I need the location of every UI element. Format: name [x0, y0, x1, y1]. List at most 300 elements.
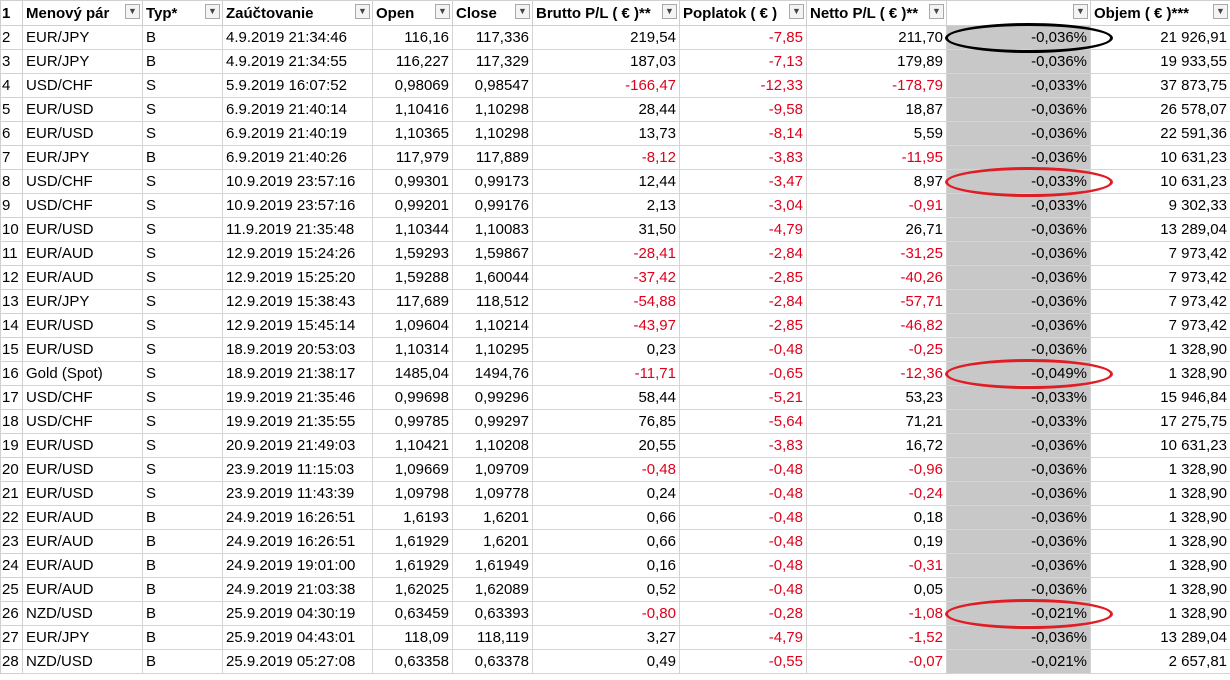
- cell-netto[interactable]: -0,24: [807, 482, 947, 506]
- cell-date[interactable]: 24.9.2019 19:01:00: [223, 554, 373, 578]
- cell-volume[interactable]: 10 631,23: [1091, 170, 1230, 194]
- cell-type[interactable]: B: [143, 578, 223, 602]
- cell-netto[interactable]: 0,19: [807, 530, 947, 554]
- cell-fee[interactable]: -4,79: [680, 218, 807, 242]
- cell-date[interactable]: 19.9.2019 21:35:55: [223, 410, 373, 434]
- cell-fee[interactable]: -0,48: [680, 458, 807, 482]
- cell-close[interactable]: 1,10214: [453, 314, 533, 338]
- cell-volume[interactable]: 10 631,23: [1091, 434, 1230, 458]
- cell-netto[interactable]: -0,91: [807, 194, 947, 218]
- cell-open[interactable]: 1,61929: [373, 530, 453, 554]
- column-header-brutto[interactable]: [533, 1, 680, 26]
- cell-open[interactable]: 1,59288: [373, 266, 453, 290]
- cell-close[interactable]: 1494,76: [453, 362, 533, 386]
- cell-type[interactable]: B: [143, 146, 223, 170]
- cell-type[interactable]: B: [143, 26, 223, 50]
- cell-type[interactable]: S: [143, 74, 223, 98]
- cell-brutto[interactable]: 0,66: [533, 506, 680, 530]
- cell-brutto[interactable]: -43,97: [533, 314, 680, 338]
- cell-type[interactable]: S: [143, 266, 223, 290]
- cell-volume[interactable]: 1 328,90: [1091, 482, 1230, 506]
- cell-fee[interactable]: -5,64: [680, 410, 807, 434]
- column-header-poplatok[interactable]: [680, 1, 807, 26]
- cell-pair[interactable]: USD/CHF: [23, 194, 143, 218]
- cell-percent[interactable]: -0,036%: [947, 554, 1091, 578]
- cell-brutto[interactable]: -166,47: [533, 74, 680, 98]
- column-header-zauctovanie[interactable]: [223, 1, 373, 26]
- cell-close[interactable]: 0,99297: [453, 410, 533, 434]
- row-number: 3: [1, 50, 23, 74]
- cell-type[interactable]: S: [143, 458, 223, 482]
- cell-date[interactable]: 20.9.2019 21:49:03: [223, 434, 373, 458]
- cell-percent[interactable]: -0,049%: [947, 362, 1091, 386]
- table-row: [1, 554, 1230, 578]
- cell-pair[interactable]: Gold (Spot): [23, 362, 143, 386]
- cell-open[interactable]: 0,63459: [373, 602, 453, 626]
- cell-date[interactable]: 23.9.2019 11:43:39: [223, 482, 373, 506]
- cell-type[interactable]: S: [143, 242, 223, 266]
- cell-date[interactable]: 12.9.2019 15:38:43: [223, 290, 373, 314]
- cell-netto[interactable]: -12,36: [807, 362, 947, 386]
- cell-netto[interactable]: 8,97: [807, 170, 947, 194]
- cell-type[interactable]: S: [143, 362, 223, 386]
- cell-fee[interactable]: -7,85: [680, 26, 807, 50]
- cell-volume[interactable]: 13 289,04: [1091, 626, 1230, 650]
- cell-open[interactable]: 0,99785: [373, 410, 453, 434]
- cell-type[interactable]: S: [143, 218, 223, 242]
- cell-pair[interactable]: EUR/USD: [23, 122, 143, 146]
- cell-pair[interactable]: USD/CHF: [23, 410, 143, 434]
- cell-netto[interactable]: 53,23: [807, 386, 947, 410]
- cell-type[interactable]: B: [143, 602, 223, 626]
- cell-type[interactable]: B: [143, 530, 223, 554]
- cell-brutto[interactable]: -8,12: [533, 146, 680, 170]
- cell-fee[interactable]: -0,48: [680, 554, 807, 578]
- column-header-objem[interactable]: [1091, 1, 1230, 26]
- cell-close[interactable]: 0,99296: [453, 386, 533, 410]
- cell-open[interactable]: 0,99201: [373, 194, 453, 218]
- cell-fee[interactable]: -8,14: [680, 122, 807, 146]
- cell-open[interactable]: 1,10314: [373, 338, 453, 362]
- cell-pair[interactable]: USD/CHF: [23, 74, 143, 98]
- cell-close[interactable]: 1,59867: [453, 242, 533, 266]
- cell-close[interactable]: 117,889: [453, 146, 533, 170]
- cell-pair[interactable]: EUR/JPY: [23, 290, 143, 314]
- cell-netto[interactable]: 16,72: [807, 434, 947, 458]
- cell-date[interactable]: 18.9.2019 21:38:17: [223, 362, 373, 386]
- column-header-netto[interactable]: [807, 1, 947, 26]
- cell-open[interactable]: 1,61929: [373, 554, 453, 578]
- cell-pair[interactable]: EUR/JPY: [23, 26, 143, 50]
- cell-open[interactable]: 1485,04: [373, 362, 453, 386]
- cell-open[interactable]: 1,62025: [373, 578, 453, 602]
- cell-date[interactable]: 10.9.2019 23:57:16: [223, 170, 373, 194]
- cell-pair[interactable]: EUR/USD: [23, 314, 143, 338]
- table-row: [1, 98, 1230, 122]
- cell-percent[interactable]: -0,036%: [947, 506, 1091, 530]
- cell-brutto[interactable]: 0,23: [533, 338, 680, 362]
- cell-fee[interactable]: -2,84: [680, 290, 807, 314]
- cell-fee[interactable]: -9,58: [680, 98, 807, 122]
- cell-date[interactable]: 4.9.2019 21:34:55: [223, 50, 373, 74]
- cell-volume[interactable]: 7 973,42: [1091, 266, 1230, 290]
- cell-percent[interactable]: -0,033%: [947, 194, 1091, 218]
- cell-volume[interactable]: 1 328,90: [1091, 362, 1230, 386]
- cell-fee[interactable]: -0,65: [680, 362, 807, 386]
- cell-close[interactable]: 1,09778: [453, 482, 533, 506]
- cell-close[interactable]: 1,61949: [453, 554, 533, 578]
- cell-open[interactable]: 1,09798: [373, 482, 453, 506]
- cell-pair[interactable]: EUR/AUD: [23, 578, 143, 602]
- table-row: [1, 266, 1230, 290]
- cell-pair[interactable]: EUR/USD: [23, 434, 143, 458]
- cell-close[interactable]: 1,60044: [453, 266, 533, 290]
- cell-netto[interactable]: -0,96: [807, 458, 947, 482]
- column-header-typ[interactable]: [143, 1, 223, 26]
- cell-volume[interactable]: 15 946,84: [1091, 386, 1230, 410]
- table-row: [1, 146, 1230, 170]
- cell-volume[interactable]: 1 328,90: [1091, 530, 1230, 554]
- cell-fee[interactable]: -3,83: [680, 434, 807, 458]
- cell-type[interactable]: S: [143, 386, 223, 410]
- column-header-open[interactable]: [373, 1, 453, 26]
- cell-pair[interactable]: EUR/USD: [23, 218, 143, 242]
- cell-pair[interactable]: NZD/USD: [23, 602, 143, 626]
- cell-volume[interactable]: 17 275,75: [1091, 410, 1230, 434]
- cell-percent[interactable]: -0,033%: [947, 170, 1091, 194]
- cell-percent[interactable]: -0,036%: [947, 266, 1091, 290]
- cell-date[interactable]: 12.9.2019 15:45:14: [223, 314, 373, 338]
- cell-netto[interactable]: 211,70: [807, 26, 947, 50]
- cell-type[interactable]: S: [143, 434, 223, 458]
- cell-close[interactable]: 1,10298: [453, 98, 533, 122]
- column-header-close[interactable]: [453, 1, 533, 26]
- cell-volume[interactable]: 22 591,36: [1091, 122, 1230, 146]
- cell-volume[interactable]: 7 973,42: [1091, 242, 1230, 266]
- cell-fee[interactable]: -2,84: [680, 242, 807, 266]
- cell-volume[interactable]: 19 933,55: [1091, 50, 1230, 74]
- cell-fee[interactable]: -0,48: [680, 578, 807, 602]
- cell-date[interactable]: 23.9.2019 11:15:03: [223, 458, 373, 482]
- cell-fee[interactable]: -5,21: [680, 386, 807, 410]
- chevron-down-icon[interactable]: ▼: [789, 4, 804, 19]
- cell-brutto[interactable]: 0,49: [533, 650, 680, 674]
- cell-fee[interactable]: -3,47: [680, 170, 807, 194]
- cell-brutto[interactable]: -28,41: [533, 242, 680, 266]
- row-number: 2: [1, 26, 23, 50]
- chevron-down-icon[interactable]: ▼: [1073, 4, 1088, 19]
- cell-percent[interactable]: -0,036%: [947, 122, 1091, 146]
- cell-fee[interactable]: -0,48: [680, 530, 807, 554]
- cell-netto[interactable]: -0,25: [807, 338, 947, 362]
- row-number: 27: [1, 626, 23, 650]
- cell-volume[interactable]: 1 328,90: [1091, 578, 1230, 602]
- cell-pair[interactable]: EUR/USD: [23, 458, 143, 482]
- cell-date[interactable]: 25.9.2019 05:27:08: [223, 650, 373, 674]
- cell-type[interactable]: B: [143, 554, 223, 578]
- cell-fee[interactable]: -0,55: [680, 650, 807, 674]
- cell-netto[interactable]: -0,07: [807, 650, 947, 674]
- cell-open[interactable]: 1,10365: [373, 122, 453, 146]
- cell-volume[interactable]: 9 302,33: [1091, 194, 1230, 218]
- cell-pair[interactable]: EUR/AUD: [23, 506, 143, 530]
- cell-fee[interactable]: -0,48: [680, 506, 807, 530]
- cell-volume[interactable]: 1 328,90: [1091, 506, 1230, 530]
- cell-pair[interactable]: EUR/JPY: [23, 626, 143, 650]
- cell-pair[interactable]: EUR/AUD: [23, 530, 143, 554]
- cell-date[interactable]: 12.9.2019 15:24:26: [223, 242, 373, 266]
- cell-volume[interactable]: 7 973,42: [1091, 314, 1230, 338]
- cell-brutto[interactable]: 28,44: [533, 98, 680, 122]
- cell-netto[interactable]: -0,31: [807, 554, 947, 578]
- cell-volume[interactable]: 1 328,90: [1091, 554, 1230, 578]
- cell-brutto[interactable]: -11,71: [533, 362, 680, 386]
- cell-open[interactable]: 1,10416: [373, 98, 453, 122]
- cell-netto[interactable]: 0,18: [807, 506, 947, 530]
- cell-close[interactable]: 117,336: [453, 26, 533, 50]
- chevron-down-icon[interactable]: ▼: [1213, 4, 1228, 19]
- cell-brutto[interactable]: 3,27: [533, 626, 680, 650]
- cell-netto[interactable]: -1,52: [807, 626, 947, 650]
- cell-type[interactable]: S: [143, 410, 223, 434]
- chevron-down-icon[interactable]: ▼: [355, 4, 370, 19]
- cell-netto[interactable]: -31,25: [807, 242, 947, 266]
- cell-date[interactable]: 25.9.2019 04:30:19: [223, 602, 373, 626]
- cell-date[interactable]: 24.9.2019 16:26:51: [223, 506, 373, 530]
- cell-percent[interactable]: -0,036%: [947, 458, 1091, 482]
- cell-volume[interactable]: 26 578,07: [1091, 98, 1230, 122]
- cell-fee[interactable]: -3,83: [680, 146, 807, 170]
- cell-pair[interactable]: EUR/AUD: [23, 242, 143, 266]
- cell-volume[interactable]: 7 973,42: [1091, 290, 1230, 314]
- cell-volume[interactable]: 21 926,91: [1091, 26, 1230, 50]
- chevron-down-icon[interactable]: ▼: [662, 4, 677, 19]
- cell-percent[interactable]: -0,036%: [947, 98, 1091, 122]
- cell-fee[interactable]: -0,48: [680, 482, 807, 506]
- cell-percent[interactable]: -0,036%: [947, 146, 1091, 170]
- cell-percent[interactable]: -0,036%: [947, 338, 1091, 362]
- cell-open[interactable]: 0,63358: [373, 650, 453, 674]
- cell-open[interactable]: 1,09604: [373, 314, 453, 338]
- cell-type[interactable]: S: [143, 482, 223, 506]
- cell-brutto[interactable]: 20,55: [533, 434, 680, 458]
- cell-open[interactable]: 118,09: [373, 626, 453, 650]
- cell-close[interactable]: 0,99176: [453, 194, 533, 218]
- cell-brutto[interactable]: -54,88: [533, 290, 680, 314]
- cell-pair[interactable]: EUR/USD: [23, 98, 143, 122]
- cell-brutto[interactable]: 0,24: [533, 482, 680, 506]
- cell-netto[interactable]: 179,89: [807, 50, 947, 74]
- cell-close[interactable]: 117,329: [453, 50, 533, 74]
- cell-volume[interactable]: 13 289,04: [1091, 218, 1230, 242]
- cell-fee[interactable]: -2,85: [680, 266, 807, 290]
- cell-pair[interactable]: NZD/USD: [23, 650, 143, 674]
- cell-pair[interactable]: USD/CHF: [23, 170, 143, 194]
- column-header-percent[interactable]: [947, 1, 1091, 26]
- cell-brutto[interactable]: 2,13: [533, 194, 680, 218]
- cell-date[interactable]: 6.9.2019 21:40:26: [223, 146, 373, 170]
- cell-close[interactable]: 1,10208: [453, 434, 533, 458]
- chevron-down-icon[interactable]: ▼: [125, 4, 140, 19]
- table-row: [1, 602, 1230, 626]
- cell-open[interactable]: 116,227: [373, 50, 453, 74]
- cell-netto[interactable]: -11,95: [807, 146, 947, 170]
- cell-date[interactable]: 6.9.2019 21:40:19: [223, 122, 373, 146]
- cell-volume[interactable]: 1 328,90: [1091, 602, 1230, 626]
- cell-date[interactable]: 5.9.2019 16:07:52: [223, 74, 373, 98]
- cell-percent[interactable]: -0,036%: [947, 26, 1091, 50]
- cell-date[interactable]: 24.9.2019 16:26:51: [223, 530, 373, 554]
- cell-fee[interactable]: -7,13: [680, 50, 807, 74]
- cell-netto[interactable]: -178,79: [807, 74, 947, 98]
- cell-netto[interactable]: -40,26: [807, 266, 947, 290]
- cell-netto[interactable]: 0,05: [807, 578, 947, 602]
- cell-percent[interactable]: -0,036%: [947, 530, 1091, 554]
- cell-percent[interactable]: -0,021%: [947, 650, 1091, 674]
- cell-type[interactable]: B: [143, 650, 223, 674]
- cell-percent[interactable]: -0,036%: [947, 314, 1091, 338]
- cell-pair[interactable]: EUR/USD: [23, 338, 143, 362]
- cell-pair[interactable]: USD/CHF: [23, 386, 143, 410]
- cell-open[interactable]: 0,99698: [373, 386, 453, 410]
- cell-volume[interactable]: 37 873,75: [1091, 74, 1230, 98]
- cell-brutto[interactable]: -0,80: [533, 602, 680, 626]
- chevron-down-icon[interactable]: ▼: [205, 4, 220, 19]
- cell-volume[interactable]: 1 328,90: [1091, 338, 1230, 362]
- cell-netto[interactable]: -46,82: [807, 314, 947, 338]
- cell-open[interactable]: 117,979: [373, 146, 453, 170]
- cell-close[interactable]: 1,09709: [453, 458, 533, 482]
- cell-netto[interactable]: 18,87: [807, 98, 947, 122]
- cell-percent[interactable]: -0,036%: [947, 290, 1091, 314]
- cell-close[interactable]: 1,6201: [453, 530, 533, 554]
- cell-percent[interactable]: -0,036%: [947, 242, 1091, 266]
- cell-percent[interactable]: -0,033%: [947, 386, 1091, 410]
- cell-fee[interactable]: -0,28: [680, 602, 807, 626]
- cell-fee[interactable]: -0,48: [680, 338, 807, 362]
- cell-netto[interactable]: 26,71: [807, 218, 947, 242]
- cell-type[interactable]: S: [143, 290, 223, 314]
- cell-pair[interactable]: EUR/JPY: [23, 50, 143, 74]
- cell-date[interactable]: 19.9.2019 21:35:46: [223, 386, 373, 410]
- cell-pair[interactable]: EUR/JPY: [23, 146, 143, 170]
- cell-fee[interactable]: -12,33: [680, 74, 807, 98]
- cell-percent[interactable]: -0,036%: [947, 218, 1091, 242]
- cell-close[interactable]: 1,10083: [453, 218, 533, 242]
- table-row: [1, 410, 1230, 434]
- cell-pair[interactable]: EUR/AUD: [23, 554, 143, 578]
- cell-open[interactable]: 1,10421: [373, 434, 453, 458]
- cell-percent[interactable]: -0,021%: [947, 602, 1091, 626]
- cell-close[interactable]: 118,119: [453, 626, 533, 650]
- table-row: [1, 74, 1230, 98]
- cell-netto[interactable]: 71,21: [807, 410, 947, 434]
- cell-percent[interactable]: -0,036%: [947, 626, 1091, 650]
- cell-close[interactable]: 1,10298: [453, 122, 533, 146]
- cell-close[interactable]: 118,512: [453, 290, 533, 314]
- cell-percent[interactable]: -0,036%: [947, 578, 1091, 602]
- cell-close[interactable]: 1,62089: [453, 578, 533, 602]
- cell-volume[interactable]: 10 631,23: [1091, 146, 1230, 170]
- chevron-down-icon[interactable]: ▼: [435, 4, 450, 19]
- cell-brutto[interactable]: 0,52: [533, 578, 680, 602]
- cell-type[interactable]: S: [143, 338, 223, 362]
- cell-brutto[interactable]: 0,16: [533, 554, 680, 578]
- cell-pair[interactable]: EUR/USD: [23, 482, 143, 506]
- cell-percent[interactable]: -0,036%: [947, 50, 1091, 74]
- cell-open[interactable]: 0,98069: [373, 74, 453, 98]
- cell-date[interactable]: 11.9.2019 21:35:48: [223, 218, 373, 242]
- cell-open[interactable]: 0,99301: [373, 170, 453, 194]
- cell-fee[interactable]: -4,79: [680, 626, 807, 650]
- cell-brutto[interactable]: 12,44: [533, 170, 680, 194]
- cell-percent[interactable]: -0,033%: [947, 410, 1091, 434]
- cell-fee[interactable]: -2,85: [680, 314, 807, 338]
- cell-close[interactable]: 0,99173: [453, 170, 533, 194]
- cell-date[interactable]: 10.9.2019 23:57:16: [223, 194, 373, 218]
- cell-brutto[interactable]: 187,03: [533, 50, 680, 74]
- cell-brutto[interactable]: -37,42: [533, 266, 680, 290]
- cell-date[interactable]: 12.9.2019 15:25:20: [223, 266, 373, 290]
- cell-netto[interactable]: 5,59: [807, 122, 947, 146]
- cell-close[interactable]: 1,6201: [453, 506, 533, 530]
- cell-close[interactable]: 0,63393: [453, 602, 533, 626]
- cell-type[interactable]: S: [143, 122, 223, 146]
- cell-brutto[interactable]: 219,54: [533, 26, 680, 50]
- cell-type[interactable]: S: [143, 98, 223, 122]
- chevron-down-icon[interactable]: ▼: [929, 4, 944, 19]
- cell-open[interactable]: 117,689: [373, 290, 453, 314]
- cell-type[interactable]: S: [143, 314, 223, 338]
- cell-date[interactable]: 6.9.2019 21:40:14: [223, 98, 373, 122]
- cell-open[interactable]: 1,09669: [373, 458, 453, 482]
- cell-close[interactable]: 0,63378: [453, 650, 533, 674]
- cell-open[interactable]: 116,16: [373, 26, 453, 50]
- cell-type[interactable]: S: [143, 194, 223, 218]
- cell-volume[interactable]: 2 657,81: [1091, 650, 1230, 674]
- cell-netto[interactable]: -1,08: [807, 602, 947, 626]
- cell-brutto[interactable]: 13,73: [533, 122, 680, 146]
- cell-netto[interactable]: -57,71: [807, 290, 947, 314]
- cell-pair[interactable]: EUR/AUD: [23, 266, 143, 290]
- cell-type[interactable]: B: [143, 506, 223, 530]
- cell-brutto[interactable]: 58,44: [533, 386, 680, 410]
- cell-open[interactable]: 1,6193: [373, 506, 453, 530]
- cell-percent[interactable]: -0,036%: [947, 482, 1091, 506]
- cell-brutto[interactable]: 0,66: [533, 530, 680, 554]
- cell-open[interactable]: 1,10344: [373, 218, 453, 242]
- column-header-menovy-par[interactable]: [23, 1, 143, 26]
- cell-type[interactable]: S: [143, 170, 223, 194]
- cell-date[interactable]: 18.9.2019 20:53:03: [223, 338, 373, 362]
- cell-date[interactable]: 4.9.2019 21:34:46: [223, 26, 373, 50]
- cell-brutto[interactable]: 31,50: [533, 218, 680, 242]
- cell-brutto[interactable]: 76,85: [533, 410, 680, 434]
- cell-fee[interactable]: -3,04: [680, 194, 807, 218]
- cell-close[interactable]: 0,98547: [453, 74, 533, 98]
- cell-date[interactable]: 25.9.2019 04:43:01: [223, 626, 373, 650]
- cell-percent[interactable]: -0,036%: [947, 434, 1091, 458]
- cell-close[interactable]: 1,10295: [453, 338, 533, 362]
- cell-percent[interactable]: -0,033%: [947, 74, 1091, 98]
- cell-type[interactable]: B: [143, 50, 223, 74]
- cell-brutto[interactable]: -0,48: [533, 458, 680, 482]
- chevron-down-icon[interactable]: ▼: [515, 4, 530, 19]
- cell-date[interactable]: 24.9.2019 21:03:38: [223, 578, 373, 602]
- cell-open[interactable]: 1,59293: [373, 242, 453, 266]
- cell-type[interactable]: B: [143, 626, 223, 650]
- cell-volume[interactable]: 1 328,90: [1091, 458, 1230, 482]
